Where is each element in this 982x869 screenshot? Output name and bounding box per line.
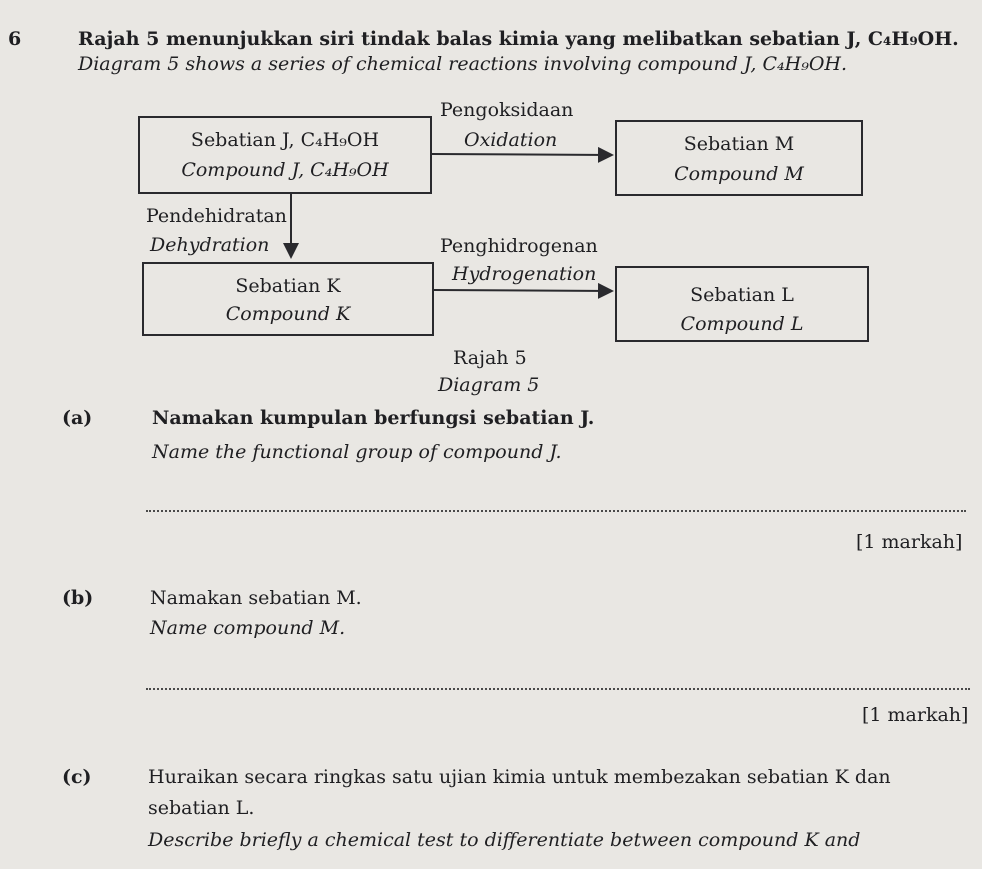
diagram-caption-malay: Rajah 5 (453, 347, 527, 369)
part-c-question-malay-line1: Huraikan secara ringkas satu ujian kimia untuk membezakan sebatian K dan (148, 766, 891, 788)
part-b-answer-line[interactable] (146, 688, 970, 690)
question-number: 6 (8, 28, 22, 50)
box-j-malay: Sebatian J, C₄H₉OH (190, 129, 380, 151)
part-a-label: (a) (62, 407, 93, 429)
part-c-label: (c) (62, 766, 92, 788)
box-m-english: Compound M (674, 163, 804, 185)
part-b-question-english: Name compound M. (150, 617, 346, 639)
hydrogenation-label-malay: Penghidrogenan (440, 235, 598, 257)
question-intro-english: Diagram 5 shows a series of chemical reactions involving compound J, C₄H₉OH. (78, 53, 848, 75)
part-b-question-malay: Namakan sebatian M. (150, 587, 362, 609)
hydrogenation-arrow (434, 290, 612, 291)
box-k-malay: Sebatian K (235, 275, 341, 297)
part-c-question-malay-line2: sebatian L. (148, 797, 255, 819)
dehydration-label-english: Dehydration (150, 234, 270, 256)
part-a-answer-line[interactable] (146, 510, 966, 512)
oxidation-label-malay: Pengoksidaan (440, 99, 574, 121)
box-m-malay: Sebatian M (683, 133, 795, 155)
oxidation-arrow (432, 154, 612, 155)
diagram-caption-english: Diagram 5 (438, 374, 540, 396)
box-l-malay: Sebatian L (690, 284, 794, 306)
box-k-english: Compound K (225, 303, 351, 325)
part-a-question-english: Name the functional group of compound J. (152, 441, 562, 463)
part-c-question-english-line1: Describe briefly a chemical test to differentiate between compound K and (148, 829, 861, 851)
dehydration-label-malay: Pendehidratan (146, 205, 287, 227)
oxidation-label-english: Oxidation (464, 129, 558, 151)
part-a-marks: [1 markah] (856, 531, 963, 553)
hydrogenation-label-english: Hydrogenation (452, 263, 597, 285)
question-intro-malay: Rajah 5 menunjukkan siri tindak balas kimia yang melibatkan sebatian J, C₄H₉OH. (78, 28, 959, 50)
box-l-english: Compound L (680, 313, 804, 335)
box-j-english: Compound J, C₄H₉OH (181, 159, 389, 181)
part-a-question-malay: Namakan kumpulan berfungsi sebatian J. (152, 407, 595, 429)
part-b-label: (b) (62, 587, 94, 609)
part-b-marks: [1 markah] (862, 704, 969, 726)
